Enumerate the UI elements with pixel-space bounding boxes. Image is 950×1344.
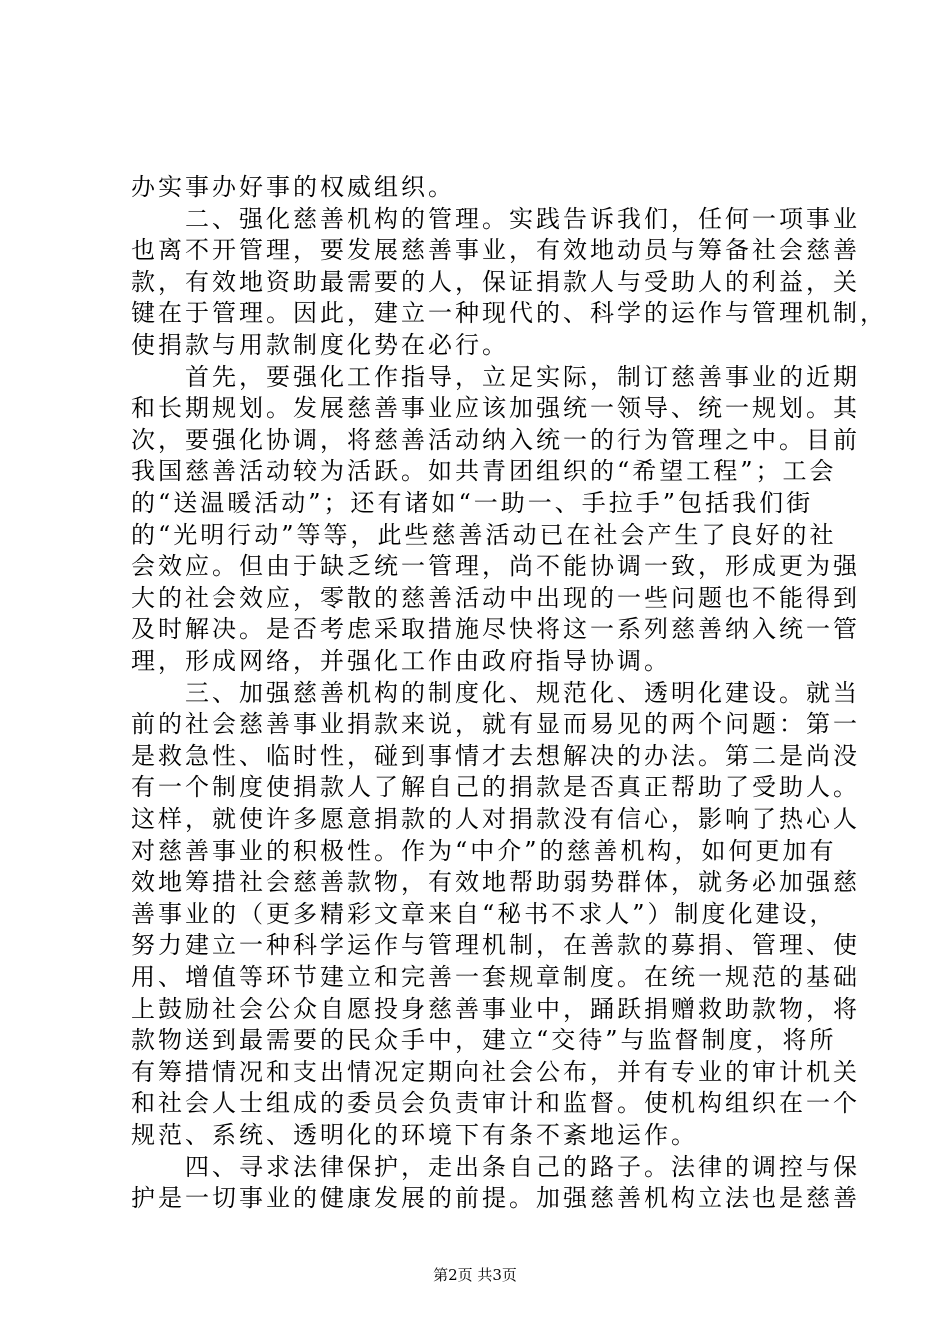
text-line: 四、寻求法律保护，走出条自己的路子。法律的调控与保 xyxy=(131,1152,860,1181)
text-line: 前的社会慈善事业捐款来说，就有显而易见的两个问题：第一 xyxy=(131,710,860,739)
text-line: 理，形成网络，并强化工作由政府指导协调。 xyxy=(131,647,671,675)
text-line: 款，有效地资助最需要的人，保证捐款人与受助人的利益，关 xyxy=(131,267,860,296)
text-line: 办实事办好事的权威组织。 xyxy=(131,173,455,201)
text-line: 有一个制度使捐款人了解自己的捐款是否真正帮助了受助人。 xyxy=(131,773,860,802)
text-line: 善事业的（更多精彩文章来自“秘书不求人”）制度化建设， xyxy=(131,899,837,928)
text-line: 会效应。但由于缺乏统一管理，尚不能协调一致，形成更为强 xyxy=(131,552,860,581)
text-line: 使捐款与用款制度化势在必行。 xyxy=(131,331,509,359)
text-line: 首先，要强化工作指导，立足实际，制订慈善事业的近期 xyxy=(131,362,860,391)
text-line: 及时解决。是否考虑采取措施尽快将这一系列慈善纳入统一管 xyxy=(131,615,860,644)
text-line: 规范、系统、透明化的环境下有条不紊地运作。 xyxy=(131,1121,698,1149)
page-number: 第2页 共3页 xyxy=(433,1266,517,1284)
text-line: 三、加强慈善机构的制度化、规范化、透明化建设。就当 xyxy=(131,678,860,707)
text-line: 努力建立一种科学运作与管理机制，在善款的募捐、管理、使 xyxy=(131,931,860,960)
text-line: 和社会人士组成的委员会负责审计和监督。使机构组织在一个 xyxy=(131,1089,860,1118)
text-line: 是救急性、临时性，碰到事情才去想解决的办法。第二是尚没 xyxy=(131,741,860,770)
text-line: 和长期规划。发展慈善事业应该加强统一领导、统一规划。其 xyxy=(131,394,860,423)
text-line: 次，要强化协调，将慈善活动纳入统一的行为管理之中。目前 xyxy=(131,425,860,454)
text-line: 我国慈善活动较为活跃。如共青团组织的“希望工程”；工会 xyxy=(131,457,837,486)
text-line: 护是一切事业的健康发展的前提。加强慈善机构立法也是慈善 xyxy=(131,1184,860,1213)
text-line: 效地筹措社会慈善款物，有效地帮助弱势群体，就务必加强慈 xyxy=(131,868,860,897)
text-line: 对慈善事业的积极性。作为“中介”的慈善机构，如何更加有 xyxy=(131,836,837,865)
text-line: 用、增值等环节建立和完善一套规章制度。在统一规范的基础 xyxy=(131,963,860,991)
text-line: 键在于管理。因此，建立一种现代的、科学的运作与管理机制， xyxy=(131,299,887,328)
text-line: 有筹措情况和支出情况定期向社会公布，并有专业的审计机关 xyxy=(131,1057,860,1086)
text-line: 的“光明行动”等等，此些慈善活动已在社会产生了良好的社 xyxy=(131,520,837,549)
text-line: 款物送到最需要的民众手中，建立“交待”与监督制度，将所 xyxy=(131,1026,837,1055)
text-line: 二、强化慈善机构的管理。实践告诉我们，任何一项事业 xyxy=(131,204,860,233)
text-line: 的“送温暖活动”；还有诸如“一助一、手拉手”包括我们街 xyxy=(131,489,814,517)
text-line: 也离不开管理，要发展慈善事业，有效地动员与筹备社会慈善 xyxy=(131,236,860,265)
text-line: 这样，就使许多愿意捐款的人对捐款没有信心，影响了热心人 xyxy=(131,805,860,833)
text-line: 大的社会效应，零散的慈善活动中出现的一些问题也不能得到 xyxy=(131,583,860,612)
text-line: 上鼓励社会公众自愿投身慈善事业中，踊跃捐赠救助款物，将 xyxy=(131,994,860,1023)
